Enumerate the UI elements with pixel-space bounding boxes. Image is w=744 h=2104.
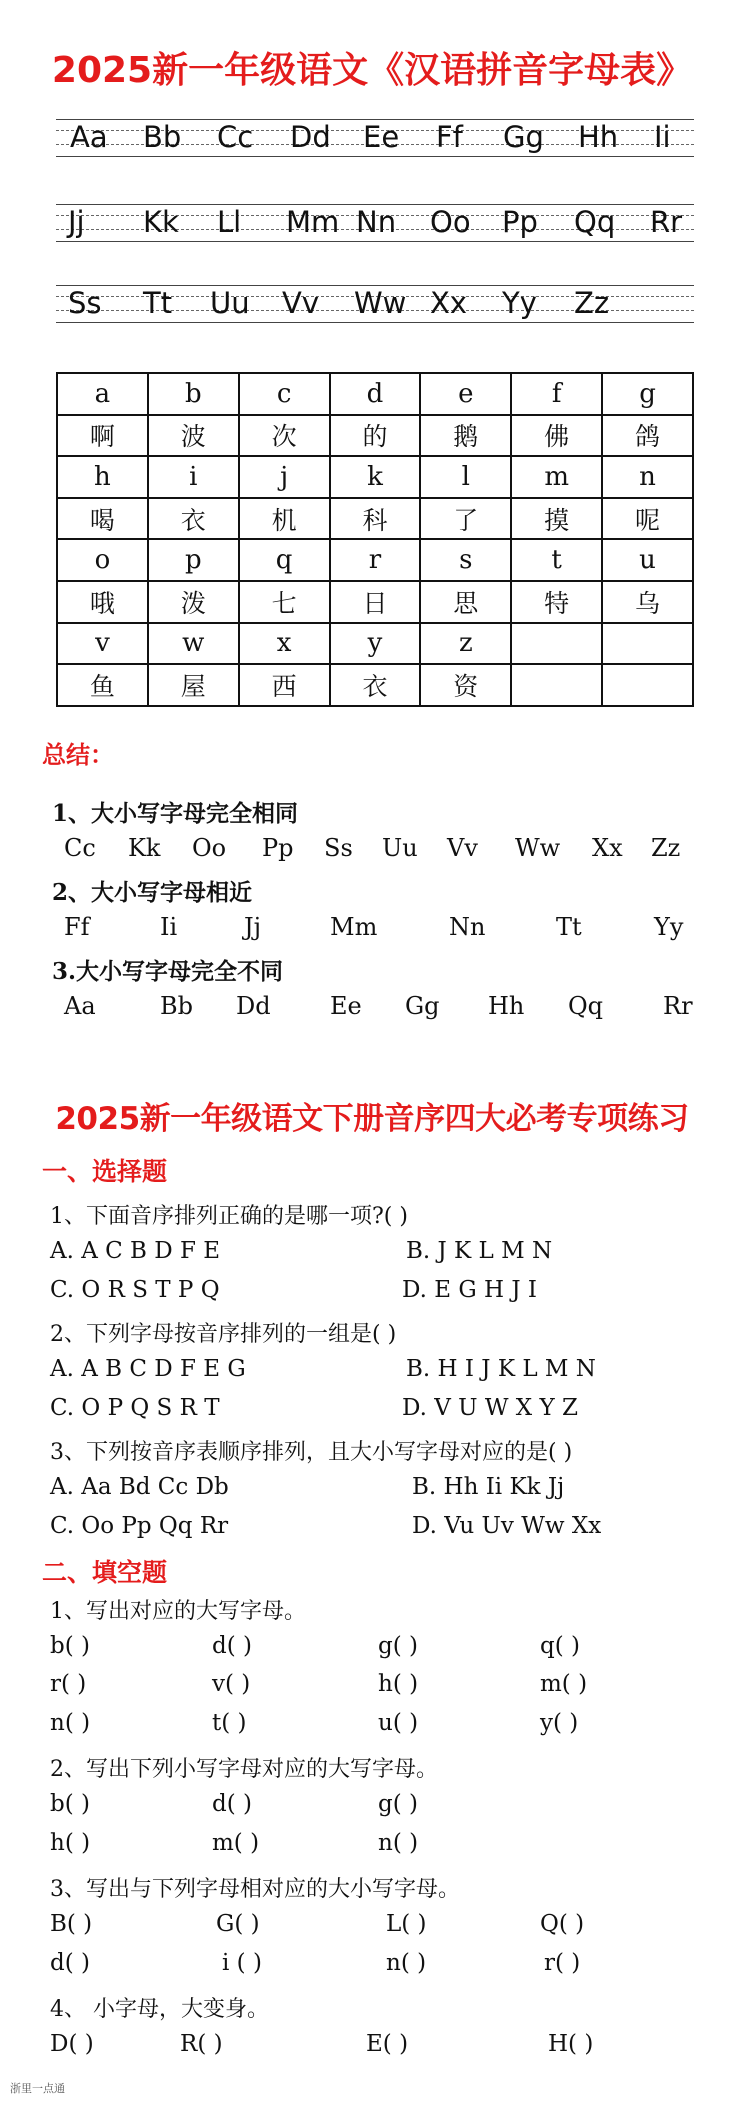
letter-pair: Tt [143,286,173,320]
letter-pair: Pp [262,834,294,862]
letter-pair: Mm [330,913,378,941]
letter-pair: Hh [578,120,619,154]
table-cell: q [239,539,330,581]
letter-pair: Ii [654,120,671,154]
blank-item[interactable]: L( ) [386,1911,427,1937]
option-c: C. O P Q S R T [50,1395,220,1421]
question-1: 1、下面音序排列正确的是哪一项?( ) [50,1204,408,1229]
table-cell: x [239,623,330,665]
blank-item[interactable]: m( ) [212,1830,260,1856]
table-cell: c [239,373,330,415]
blank-item[interactable]: r( ) [50,1671,87,1697]
blank-item[interactable]: r( ) [544,1950,581,1976]
table-cell: a [57,373,148,415]
letter-pair: Gg [503,120,544,154]
blank-item[interactable]: v( ) [212,1671,251,1697]
table-cell: m [511,456,602,498]
pinyin-table [56,372,694,707]
table-cell: f [511,373,602,415]
blank-item[interactable]: E( ) [366,2031,409,2057]
table-cell: 哦 [57,581,148,623]
blank-item[interactable]: Q( ) [540,1911,585,1937]
exercise-title: 2025新一年级语文下册音序四大必考专项练习 [55,1101,689,1137]
letter-pair: Oo [430,205,471,239]
table-cell: r [330,539,421,581]
letter-pair: Ww [515,834,561,862]
blank-item[interactable]: u( ) [378,1710,419,1736]
section-fill-title: 二、填空题 [42,1558,168,1587]
summary-heading-3: 3.大小写字母完全不同 [52,958,284,985]
option-b: B. J K L M N [406,1238,553,1264]
table-cell: h [57,456,148,498]
letter-pair: Uu [210,286,250,320]
summary-heading-2: 2、大小写字母相近 [52,879,253,906]
option-d: D. E G H J I [402,1277,538,1303]
blank-item[interactable]: D( ) [50,2031,94,2057]
letter-pair: Yy [502,286,537,320]
question-3: 3、下列按音序表顺序排列，且大小写字母对应的是( ) [50,1440,573,1465]
table-cell: b [148,373,239,415]
letter-pair: Pp [502,205,538,239]
letter-pair: Kk [143,205,179,239]
option-d: D. Vu Uv Ww Xx [412,1513,602,1539]
letter-pair: Tt [556,913,582,941]
letter-pair: Ll [217,205,242,239]
table-cell: g [602,373,693,415]
blank-item[interactable]: t( ) [212,1710,247,1736]
table-cell: 机 [239,498,330,540]
letter-pair: Ww [354,286,407,320]
option-a: A. Aa Bd Cc Db [50,1474,229,1500]
table-cell: 次 [239,415,330,457]
table-cell [511,664,602,706]
footer-watermark: 浙里一点通 [10,2082,65,2095]
letter-pair: Aa [70,120,108,154]
question-2: 2、下列字母按音序排列的一组是( ) [50,1322,397,1347]
summary-heading-1: 1、大小写字母完全相同 [52,800,299,827]
table-cell: 鱼 [57,664,148,706]
page-title: 2025新一年级语文《汉语拼音字母表》 [51,50,693,91]
blank-item[interactable]: b( ) [50,1791,90,1817]
table-cell: 佛 [511,415,602,457]
blank-item[interactable]: n( ) [378,1830,419,1856]
letter-pair: Gg [405,992,440,1020]
letter-pair: Vv [447,834,478,862]
option-b: B. H I J K L M N [406,1356,596,1382]
prompt-2: 2、写出下列小写字母对应的大写字母。 [50,1757,438,1782]
prompt-3: 3、写出与下列字母相对应的大小写字母。 [50,1877,460,1902]
letter-pair: Jj [244,913,262,941]
table-cell: u [602,539,693,581]
table-cell: o [57,539,148,581]
blank-item[interactable]: n( ) [386,1950,427,1976]
blank-item[interactable]: G( ) [216,1911,260,1937]
table-cell: e [420,373,511,415]
table-cell: 思 [420,581,511,623]
letter-pair: Qq [574,205,616,239]
letter-pair: Bb [143,120,182,154]
letter-pair: Rr [650,205,683,239]
letter-pair: Aa [64,992,96,1020]
table-cell: 泼 [148,581,239,623]
blank-item[interactable]: b( ) [50,1633,90,1659]
table-cell: p [148,539,239,581]
table-cell: 科 [330,498,421,540]
table-cell: 波 [148,415,239,457]
option-b: B. Hh Ii Kk Jj [412,1474,565,1500]
blank-item[interactable]: g( ) [378,1633,418,1659]
table-cell: 的 [330,415,421,457]
blank-item[interactable]: H( ) [548,2031,594,2057]
blank-item[interactable]: B( ) [50,1911,93,1937]
table-cell: 资 [420,664,511,706]
letter-pair: Ee [363,120,400,154]
blank-item[interactable]: h( ) [50,1830,91,1856]
table-cell: 摸 [511,498,602,540]
blank-item[interactable]: m( ) [540,1671,588,1697]
letter-pair: Hh [488,992,525,1020]
letter-pair: Ff [436,120,463,154]
letter-pair: Mm [286,205,340,239]
letter-pair: Yy [654,913,684,941]
letter-pair: Qq [568,992,604,1020]
table-cell: 鸽 [602,415,693,457]
table-cell: 屋 [148,664,239,706]
letter-pair: Zz [651,834,681,862]
letter-pair: Ss [68,286,102,320]
table-cell: w [148,623,239,665]
letter-pair: Cc [217,120,254,154]
option-a: A. A B C D F E G [50,1356,246,1382]
table-cell: 了 [420,498,511,540]
table-cell: l [420,456,511,498]
letter-pair: Ii [160,913,178,941]
table-cell: 衣 [148,498,239,540]
letter-pair: Vv [282,286,320,320]
table-cell: s [420,539,511,581]
table-cell [511,623,602,665]
table-cell: 日 [330,581,421,623]
table-cell: j [239,456,330,498]
blank-item[interactable]: n( ) [50,1710,91,1736]
letter-pair: Kk [128,834,161,862]
letter-pair: Dd [290,120,331,154]
table-cell: i [148,456,239,498]
table-cell: 西 [239,664,330,706]
blank-item[interactable]: g( ) [378,1791,418,1817]
table-cell: 喝 [57,498,148,540]
section-choice-title: 一、选择题 [42,1157,168,1186]
letter-pair: Oo [192,834,227,862]
option-a: A. A C B D F E [50,1238,221,1264]
letter-pair: Cc [64,834,96,862]
table-cell: k [330,456,421,498]
option-c: C. Oo Pp Qq Rr [50,1513,229,1539]
letter-pair: Uu [382,834,418,862]
table-cell: 乌 [602,581,693,623]
letter-pair: Bb [160,992,193,1020]
letter-pair: Dd [236,992,271,1020]
blank-item[interactable]: d( ) [212,1633,252,1659]
blank-item[interactable]: q( ) [540,1633,580,1659]
table-cell: y [330,623,421,665]
letter-pair: Ss [324,834,353,862]
letter-pair: Nn [356,205,397,239]
table-cell: v [57,623,148,665]
table-cell [602,623,693,665]
letter-pair: Ee [330,992,362,1020]
summary-title: 总结： [42,741,114,769]
prompt-4: 4、 小字母，大变身。 [50,1997,269,2022]
table-cell: d [330,373,421,415]
option-c: C. O R S T P Q [50,1277,220,1303]
letter-pair: Nn [449,913,486,941]
table-cell: 衣 [330,664,421,706]
table-cell: 鹅 [420,415,511,457]
table-cell [602,664,693,706]
blank-item[interactable]: R( ) [180,2031,223,2057]
blank-item[interactable]: h( ) [378,1671,419,1697]
letter-pair: Ff [64,913,90,941]
letter-pair: Xx [592,834,623,862]
blank-item[interactable]: y( ) [540,1710,579,1736]
table-cell: 特 [511,581,602,623]
table-cell: n [602,456,693,498]
table-cell: z [420,623,511,665]
table-cell: 呢 [602,498,693,540]
table-cell: 七 [239,581,330,623]
blank-item[interactable]: d( ) [212,1791,252,1817]
blank-item[interactable]: i ( ) [222,1950,262,1976]
table-cell: t [511,539,602,581]
blank-item[interactable]: d( ) [50,1950,90,1976]
letter-pair: Rr [663,992,693,1020]
letter-pair: Xx [430,286,468,320]
letter-pair: Jj [68,205,85,239]
prompt-1: 1、写出对应的大写字母。 [50,1599,306,1624]
letter-pair: Zz [574,286,610,320]
option-d: D. V U W X Y Z [402,1395,578,1421]
table-cell: 啊 [57,415,148,457]
